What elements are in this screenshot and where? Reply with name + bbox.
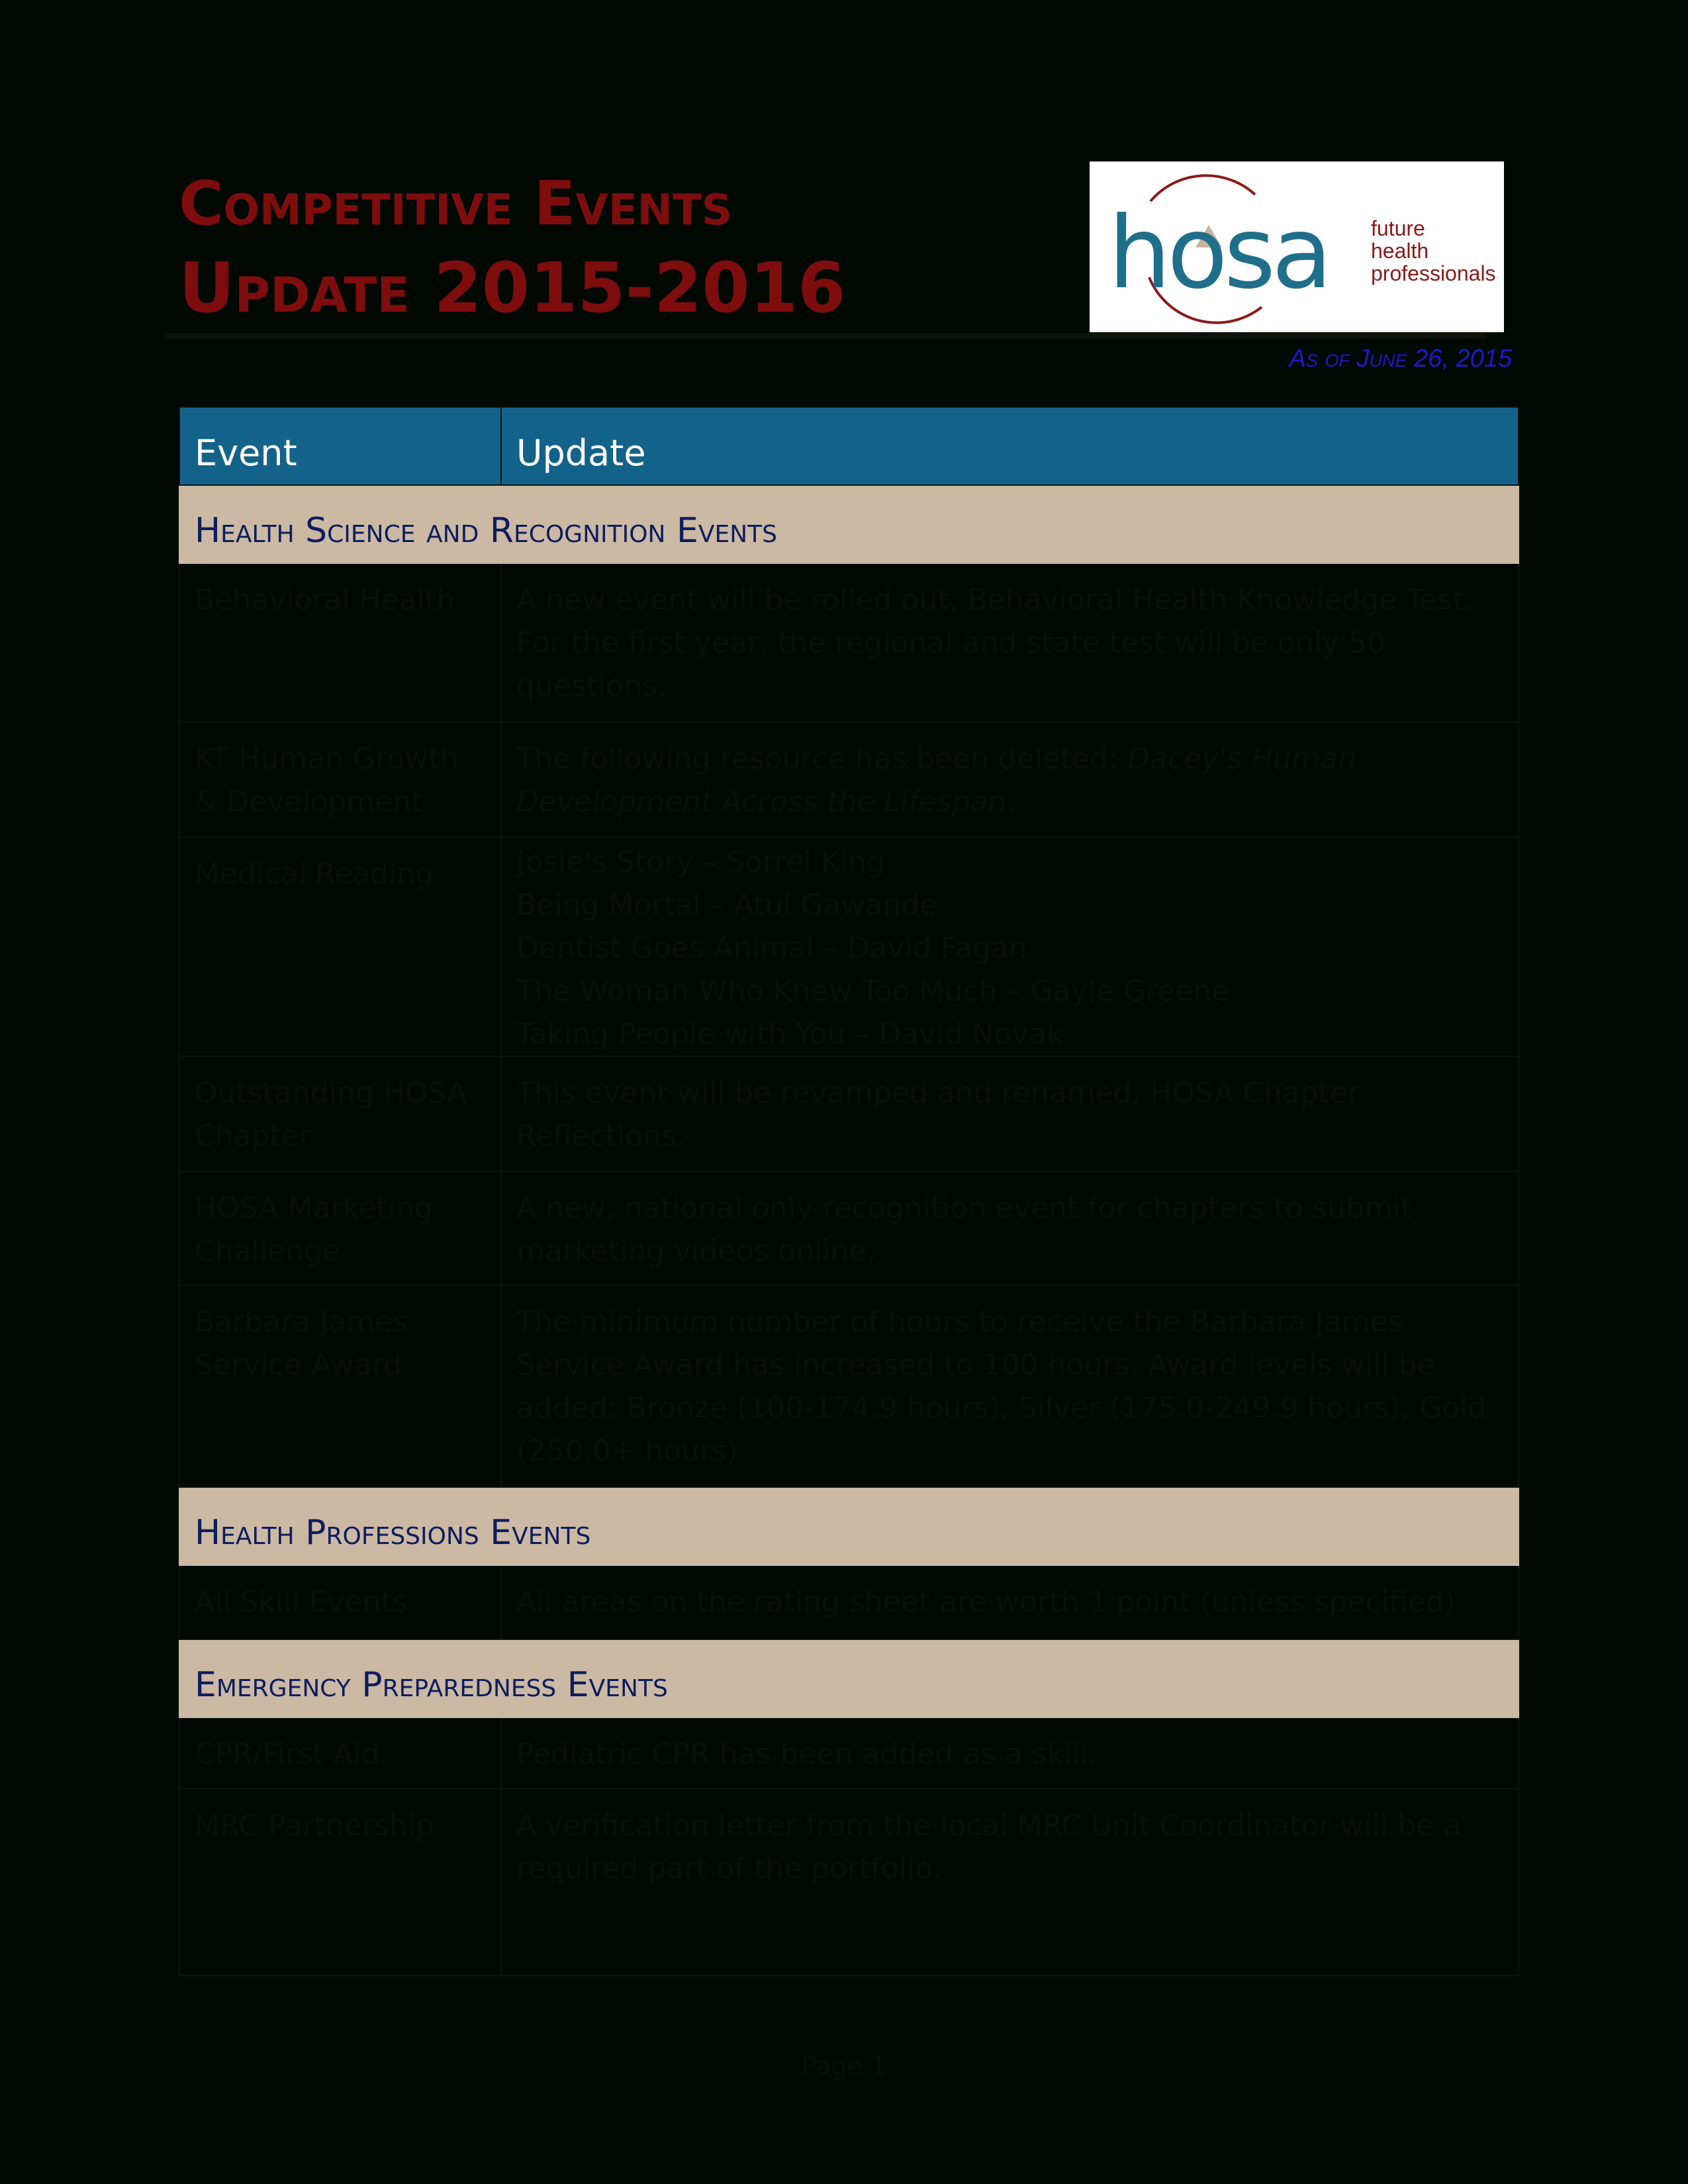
header-update: Update <box>501 407 1519 485</box>
section-title: Health Science and Recognition Events <box>179 485 1519 563</box>
logo-tagline-1: future <box>1371 216 1425 240</box>
title-line-1: Competitive Events <box>179 168 732 239</box>
resource-title: Dacey's Human Development Across the Lifespan <box>516 742 1356 819</box>
event-cell: Medical Reading <box>179 837 501 1056</box>
logo-tagline-2: health <box>1371 239 1429 263</box>
event-cell: KT Human Growth & Development <box>179 722 501 837</box>
update-cell: A verification letter from the local MRC Unit Coordinator will be a required part of the portfolio. <box>501 1789 1519 1976</box>
table-row <box>179 1565 1519 1639</box>
event-cell: Barbara James Service Award <box>179 1285 501 1487</box>
title-line-2: Update 2015-2016 <box>179 248 846 328</box>
update-cell: All areas on the rating sheet are worth 1 point (unless specified) <box>501 1565 1519 1639</box>
hosa-logo-graphic <box>1090 161 1504 332</box>
section-emergency-preparedness <box>179 1639 1519 1717</box>
event-cell: CPR/First Aid <box>179 1717 501 1789</box>
update-cell <box>501 722 1519 837</box>
table-row <box>179 722 1519 837</box>
table-row <box>179 1789 1519 1976</box>
event-cell: MRC Partnership <box>179 1789 501 1976</box>
table-row <box>179 1171 1519 1285</box>
event-cell: HOSA Marketing Challenge <box>179 1171 501 1285</box>
as-of-date: As of June 26, 2015 <box>1289 345 1512 373</box>
page-number: Page 1 <box>801 2052 887 2081</box>
update-cell: Pediatric CPR has been added as a skill. <box>501 1717 1519 1789</box>
event-cell: Behavioral Health <box>179 563 501 722</box>
book-item: Josie's Story – Sorrel King <box>516 845 885 879</box>
update-cell: This event will be revamped and renamed, HOSA Chapter Reflections. <box>501 1056 1519 1171</box>
update-cell: The minimum number of hours to receive the Barbara James Service Award has increased to 100 hours. Award levels will be added: Bronze (100-174.9 hours), Silver (175.0-249.9 hours), Gold (250.0+ hours) <box>501 1285 1519 1487</box>
table-row <box>179 1717 1519 1789</box>
table-row <box>179 563 1519 722</box>
book-item: Dentist Goes Animal – David Fagan <box>516 931 1027 965</box>
table-row <box>179 1056 1519 1171</box>
table-row <box>179 1285 1519 1487</box>
logo-wordmark: hosa <box>1108 196 1329 311</box>
section-title: Emergency Preparedness Events <box>179 1639 1519 1717</box>
table-header-row <box>179 407 1519 485</box>
section-health-science <box>179 485 1519 563</box>
event-cell: All Skill Events <box>179 1565 501 1639</box>
section-health-professions <box>179 1487 1519 1565</box>
update-text-end: . <box>1006 785 1016 819</box>
header-rule <box>164 333 1486 339</box>
book-item: The Woman Who Knew Too Much – Gayle Greene <box>516 974 1230 1008</box>
section-title: Health Professions Events <box>179 1487 1519 1565</box>
update-cell <box>501 837 1519 1056</box>
book-item: Taking People with You – David Novak <box>516 1017 1064 1051</box>
event-cell: Outstanding HOSA Chapter <box>179 1056 501 1171</box>
events-table <box>179 406 1519 1976</box>
table-row <box>179 837 1519 1056</box>
update-cell: A new event will be rolled out, Behavioral Health Knowledge Test. For the first year, the regional and state test will be only 50 questions. <box>501 563 1519 722</box>
hosa-logo <box>1090 161 1504 332</box>
logo-tagline-3: professionals <box>1371 261 1496 285</box>
book-item: Being Mortal – Atul Gawande <box>516 888 938 922</box>
update-cell: A new, national only recognition event for chapters to submit marketing videos online. <box>501 1171 1519 1285</box>
update-text: The following resource has been deleted: <box>516 742 1127 776</box>
header-event: Event <box>179 407 501 485</box>
